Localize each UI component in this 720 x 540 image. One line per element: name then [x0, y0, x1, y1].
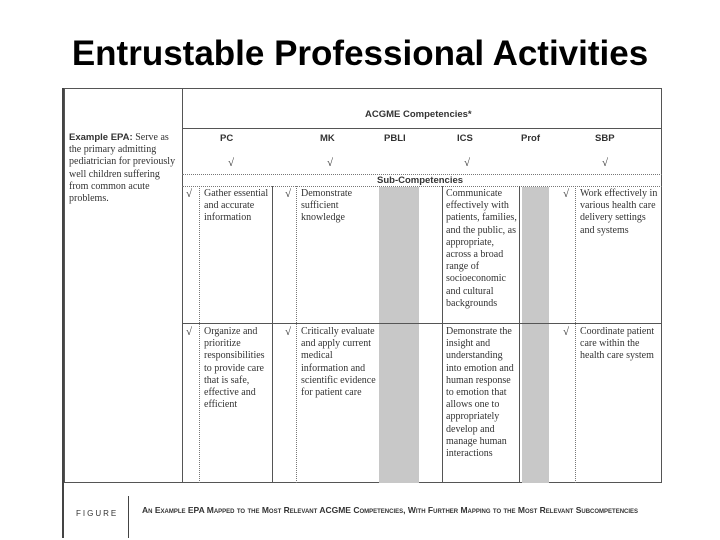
slide-title: Entrustable Professional Activities: [71, 34, 649, 73]
pc-right-divider: [272, 186, 273, 483]
pc-header: PC: [220, 133, 234, 144]
example-epa-label: Example EPA:: [69, 132, 133, 143]
row2-pc-subcompetency: Organize and prioritize responsibilities to provide care that is safe, effective and efficient: [204, 326, 265, 411]
pc-check-divider: [199, 186, 200, 483]
row1-ics-subcompetency: Communicate effectively with patients, families, and the public, as appropriate, across a broad range of socioeconomic and cultural backgrounds: [446, 188, 517, 309]
acgme-competencies-header: ACGME Competencies*: [365, 109, 472, 120]
prof-shaded-column: [522, 187, 549, 483]
pbli-shaded-column: [379, 187, 419, 483]
mk-header: MK: [320, 133, 335, 144]
ics-header-check: √: [464, 157, 471, 169]
pbli-header: PBLI: [384, 133, 406, 144]
prof-header: Prof: [521, 133, 540, 144]
sbp-check-divider: [575, 186, 576, 483]
sbp-header: SBP: [595, 133, 615, 144]
row1-mk-check: √: [285, 188, 292, 200]
ics-header: ICS: [457, 133, 473, 144]
mk-header-check: √: [327, 157, 334, 169]
row-divider: [182, 323, 662, 324]
row1-pc-check: √: [186, 188, 193, 200]
row2-sbp-check: √: [563, 326, 570, 338]
figure-caption: An Example EPA Mapped to the Most Relevant ACGME Competencies, With Further Mapping to the Most Relevant Subcompetencies: [142, 505, 639, 515]
row1-sbp-subcompetency: Work effectively in various health care delivery settings and systems: [580, 188, 658, 236]
row1-pc-subcompetency: Gather essential and accurate information: [204, 188, 269, 224]
row2-pc-check: √: [186, 326, 193, 338]
caption-divider: [128, 496, 129, 538]
row1-mk-subcompetency: Demonstrate sufficient knowledge: [301, 188, 353, 224]
epa-column-divider: [182, 89, 183, 483]
sub-competencies-header: Sub-Competencies: [377, 175, 464, 186]
row2-ics-subcompetency: Demonstrate the insight and understanding into emotion and human response to emotion that allows one to appropriately develop and manage human interactions: [446, 326, 514, 460]
header-divider: [182, 128, 662, 129]
row2-mk-subcompetency: Critically evaluate and apply current medical information and scientific evidence for patient care: [301, 326, 376, 399]
pc-header-check: √: [228, 157, 235, 169]
mk-check-divider: [296, 186, 297, 483]
example-epa-cell: [69, 132, 179, 205]
row1-sbp-check: √: [563, 188, 570, 200]
epa-competency-table: [64, 88, 662, 483]
ics-left-divider: [442, 186, 443, 483]
row2-mk-check: √: [285, 326, 292, 338]
example-epa-text: Serve as the primary admitting pediatrician for previously well children suffering from common acute problems.: [69, 132, 176, 205]
sbp-header-check: √: [602, 157, 609, 169]
row2-sbp-subcompetency: Coordinate patient care within the health care system: [580, 326, 655, 362]
figure-frame: [62, 88, 663, 538]
figure-label: FIGURE: [76, 509, 119, 518]
